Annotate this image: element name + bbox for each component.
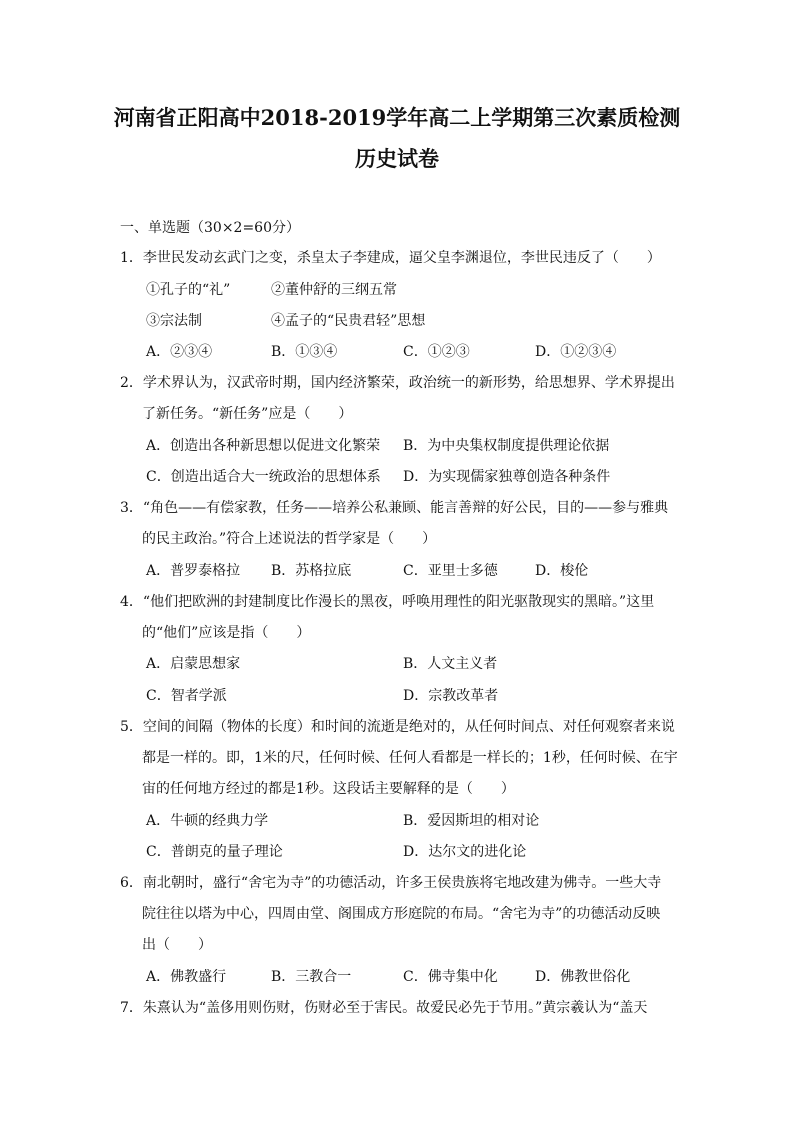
section-heading: 一、单选题（30×2=60分） xyxy=(120,220,300,236)
question-4-option-c: C．智者学派 xyxy=(146,688,227,704)
question-1-stem: 1．李世民发动玄武门之变，杀皇太子李建成，逼父皇李渊退位，李世民违反了（ ） xyxy=(120,250,661,266)
question-2-option-b: B．为中央集权制度提供理论依据 xyxy=(403,438,610,454)
question-5-option-c: C．普朗克的量子理论 xyxy=(146,844,283,860)
question-1-option-c: C．①②③ xyxy=(403,344,470,360)
question-2-option-a: A．创造出各种新思想以促进文化繁荣 xyxy=(146,438,381,454)
question-1-option-a: A．②③④ xyxy=(146,344,213,360)
question-6-stem-line-2: 院往往以塔为中心，四周由堂、阁围成方形庭院的布局。“舍宅为寺”的功德活动反映 xyxy=(142,906,661,922)
question-5-option-d: D．达尔文的进化论 xyxy=(403,844,527,860)
question-2-stem-line-2: 了新任务。“新任务”应是（ ） xyxy=(142,406,353,422)
question-4-option-d: D．宗教改革者 xyxy=(403,688,499,704)
question-4-stem-line-2: 的“他们”应该是指（ ） xyxy=(142,625,311,641)
question-5-option-b: B．爱因斯坦的相对论 xyxy=(403,813,540,829)
question-4-stem-line-1: 4．“他们把欧洲的封建制度比作漫长的黑夜，呼唤用理性的阳光驱散现实的黑暗。”这里 xyxy=(120,594,655,610)
question-1-item-1: ①孔子的“礼” xyxy=(146,282,231,298)
question-3-option-b: B．苏格拉底 xyxy=(271,563,352,579)
question-6-option-d: D．佛教世俗化 xyxy=(535,969,631,985)
question-2-stem-line-1: 2．学术界认为，汉武帝时期，国内经济繁荣，政治统一的新形势，给思想界、学术界提出 xyxy=(120,375,675,391)
question-7-stem-line-1: 7．朱熹认为“盖侈用则伤财，伤财必至于害民。故爱民必先于节用。”黄宗羲认为“盖天 xyxy=(120,1000,648,1016)
exam-title: 河南省正阳高中2018-2019学年高二上学期第三次素质检测 xyxy=(113,105,681,130)
question-5-option-a: A．牛顿的经典力学 xyxy=(146,813,269,829)
question-1-item-3: ③宗法制 xyxy=(146,313,202,329)
question-1-item-2: ②董仲舒的三纲五常 xyxy=(271,282,397,298)
question-6-stem-line-3: 出（ ） xyxy=(142,937,212,953)
question-2-option-c: C．创造出适合大一统政治的思想体系 xyxy=(146,469,381,485)
question-6-option-c: C．佛寺集中化 xyxy=(403,969,498,985)
question-5-stem-line-2: 都是一样的。即，1米的尺，任何时候、任何人看都是一样长的；1秒，任何时候、在宇 xyxy=(142,750,678,766)
question-3-stem-line-1: 3．“角色——有偿家教，任务——培养公私兼顾、能言善辩的好公民，目的——参与雅典 xyxy=(120,500,669,516)
exam-subject-title: 历史试卷 xyxy=(355,146,439,171)
question-5-stem-line-1: 5．空间的间隔（物体的长度）和时间的流逝是绝对的，从任何时间点、对任何观察者来说 xyxy=(120,719,675,735)
question-4-option-a: A．启蒙思想家 xyxy=(146,656,241,672)
question-1-item-4: ④孟子的“民贵君轻”思想 xyxy=(271,313,426,329)
question-6-option-a: A．佛教盛行 xyxy=(146,969,227,985)
question-3-option-d: D．梭伦 xyxy=(535,563,589,579)
question-6-option-b: B．三教合一 xyxy=(271,969,352,985)
question-4-option-b: B．人文主义者 xyxy=(403,656,498,672)
question-6-stem-line-1: 6．南北朝时，盛行“舍宅为寺”的功德活动，许多王侯贵族将宅地改建为佛寺。一些大寺 xyxy=(120,875,662,891)
question-3-option-a: A．普罗泰格拉 xyxy=(146,563,241,579)
question-1-option-b: B．①③④ xyxy=(271,344,338,360)
question-5-stem-line-3: 宙的任何地方经过的都是1秒。这段话主要解释的是（ ） xyxy=(142,781,515,797)
question-2-option-d: D．为实现儒家独尊创造各种条件 xyxy=(403,469,611,485)
question-3-option-c: C．亚里士多德 xyxy=(403,563,498,579)
question-3-stem-line-2: 的民主政治。”符合上述说法的哲学家是（ ） xyxy=(142,531,437,547)
question-1-option-d: D．①②③④ xyxy=(535,344,617,360)
